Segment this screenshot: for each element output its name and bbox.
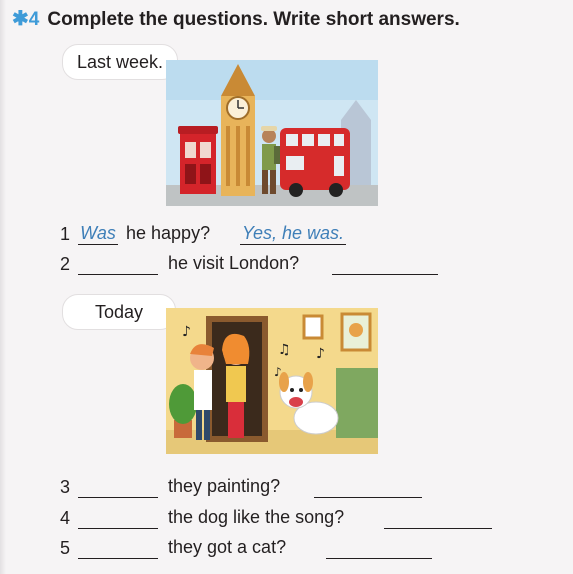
page-edge-shadow [0, 0, 6, 574]
label-last-week-text: Last week. [77, 52, 164, 72]
exercise-number: 4 [28, 9, 40, 30]
label-today [62, 294, 176, 330]
item-5-short-answer[interactable] [326, 536, 432, 559]
svg-text:♪: ♪ [316, 346, 325, 362]
item-4-short-answer[interactable] [384, 506, 492, 529]
item-1-number: 1 [60, 224, 71, 244]
label-today-text: Today [94, 302, 144, 322]
label-last-week [62, 44, 178, 80]
item-3-gap-answer[interactable] [78, 475, 158, 498]
item-2-question: he visit London? [168, 253, 300, 273]
london-illustration [166, 60, 378, 206]
item-2-number: 2 [60, 254, 71, 274]
svg-text:♫: ♫ [278, 342, 291, 358]
item-4-number: 4 [60, 508, 71, 528]
item-1-short-answer[interactable]: Yes, he was. [241, 223, 345, 243]
item-2-gap-answer[interactable] [78, 252, 158, 275]
item-5-gap-answer[interactable] [78, 536, 158, 559]
exercise-heading [12, 6, 460, 31]
music-party-illustration [166, 308, 378, 454]
item-4-gap-answer[interactable] [78, 506, 158, 529]
svg-text:♪: ♪ [182, 324, 191, 340]
star-icon: ✱ [12, 8, 29, 30]
item-3-short-answer[interactable] [314, 475, 422, 498]
svg-text:♪: ♪ [274, 365, 282, 379]
item-3-number: 3 [60, 477, 71, 497]
item-3-question: they painting? [168, 476, 281, 496]
item-5-number: 5 [60, 538, 71, 558]
item-5-question: they got a cat? [168, 537, 287, 557]
exercise-instruction: Complete the questions. Write short answers. [47, 9, 460, 30]
item-1-gap-answer[interactable]: Was [78, 222, 118, 245]
item-4-question: the dog like the song? [168, 507, 345, 527]
item-2-short-answer[interactable] [332, 252, 438, 275]
item-1-question: he happy? [126, 223, 211, 243]
